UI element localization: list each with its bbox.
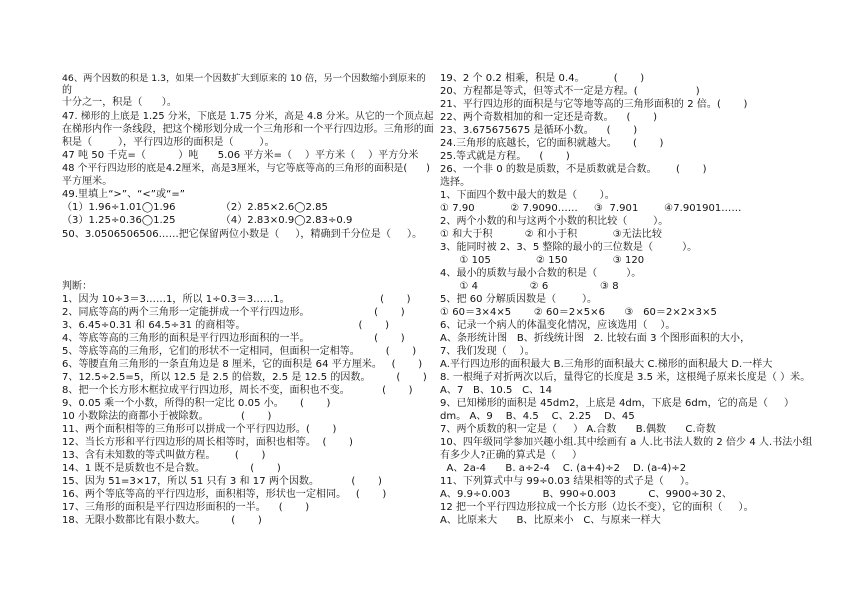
judge-item-11: 11、两个面积相等的三角形可以拼成一个平行四边形。( ) [62, 424, 337, 435]
choice-q7-options: A.平行四边形的面积最大 B.三角形的面积最大 C.梯形的面积最大 D.一样大 [440, 359, 773, 370]
judge-item-24: 24.三角形的底越长，它的面积就越大。 ( ) [440, 138, 664, 149]
judge-item-18: 18、无限小数都比有限小数大。 ( ) [62, 515, 262, 526]
choice-q10-cont: 有多少人?正确的算式是（ ） [440, 450, 583, 461]
judge-item-14: 14、1 既不是质数也不是合数。 ( ) [62, 463, 281, 474]
judge-item-22: 22、两个奇数相加的和一定还是奇数。 ( ) [440, 112, 658, 123]
choice-q8: 8. 一根绳子对折两次以后，量得它的长度是 3.5 米，这根绳子原来长度是（ ）米。 [440, 372, 811, 383]
choice-q10-options: A、2a-4 B. a÷2-4 C. (a+4)÷2 D. (a-4)÷2 [440, 463, 687, 474]
judge-item-19: 19、2 个 0.2 相乘，积是 0.4。 ( ) [440, 73, 645, 84]
choice-q1-options: ① 7.90 ② 7.9090…… ③ 7.901 ④7.901901…… [440, 203, 742, 214]
fill-question-46-wrap: 的 [62, 85, 73, 96]
judge-item-2: 2、同底等高的两个三角形一定能拼成一个平行四边形。 ( ) [62, 307, 405, 318]
fill-question-47a-end: 积是（ ），平行四边形的面积是（ ）。 [62, 137, 275, 148]
judge-item-26: 26、一个非 0 的数是质数，不是质数就是合数。 ( ) [440, 164, 707, 175]
judge-item-4: 4、等底等高的三角形的面积是平行四边形面积的一半。 ( ) [62, 333, 405, 344]
choice-q6-options: A、条形统计图 B、折线统计图 2. 比较右面 3 个图形面积的大小， [440, 333, 751, 344]
choice-q6: 6、记录一个病人的体温变化情况，应该选用（ ）。 [440, 320, 676, 331]
choice-q3-options: ① 105 ② 150 ③ 120 [440, 255, 645, 266]
judge-item-5: 5、等底等高的三角形，它们的形状不一定相同，但面积一定相等。 ( ) [62, 346, 417, 357]
judge-item-23: 23、3.675675675 是循环小数。 ( ) [440, 125, 638, 136]
judge-item-17: 17、三角形的面积是平行四边形面积的一半。 ( ) [62, 502, 310, 513]
fill-question-48-end: 平方厘米。 [62, 176, 113, 187]
judge-item-7: 7、12.5÷2.5=5，所以 12.5 是 2.5 的倍数，2.5 是 12.5 的因数。 ( ) [62, 372, 427, 383]
judge-item-20: 20、方程都是等式，但等式不一定是方程。( ) [440, 86, 700, 97]
judge-item-16: 16、两个等底等高的平行四边形，面积相等，形状也一定相同。 ( ) [62, 489, 387, 500]
choice-q4: 4、最小的质数与最小合数的积是（ ）。 [440, 268, 642, 279]
choice-q4-options: ① 4 ② 6 ③ 8 [440, 281, 619, 292]
choice-q11-options: A、9.9÷0.003 B、990÷0.003 C、9900÷30 2、 [440, 489, 733, 500]
choice-q12: 12 把一个平行四边形拉成一个长方形（边长不变），它的面积（ ）。 [440, 502, 754, 513]
choice-q2: 2、两个小数的和与这两个小数的积比较（ ）。 [440, 216, 669, 227]
judge-item-15: 15、因为 51=3×17，所以 51 只有 3 和 17 两个因数。 ( ) [62, 476, 382, 487]
choice-q8-options: A、7 B、10.5 C、14 [440, 385, 553, 396]
judge-item-21: 21、平行四边形的面积是与它等地等高的三角形面积的 2 倍。( ) [440, 99, 748, 110]
choice-q7b: 7、两个质数的积一定是（ ） A.合数 B.偶数 C.奇数 [440, 424, 716, 435]
fill-question-49: 49.里填上“>”、“<”或“=” [62, 189, 185, 200]
choice-q2-options: ① 和大于积 ② 和小于积 ③无法比较 [440, 229, 662, 240]
judge-item-13: 13、含有未知数的等式叫做方程。 ( ) [62, 450, 266, 461]
choice-q5: 5、把 60 分解质因数是（ ）。 [440, 294, 598, 305]
fill-question-49-row2: （3）1.25÷0.36◯1.25 （4）2.83×0.9◯2.83÷0.9 [62, 215, 353, 226]
choice-section-title: 选择。 [440, 177, 471, 188]
choice-q1: 1、下面四个数中最大的数是（ ）。 [440, 190, 615, 201]
judge-item-6: 6、等腰直角三角形的一条直角边是 8 厘米，它的面积是 64 平方厘米。 ( ) [62, 359, 423, 370]
choice-q3: 3、能同时被 2、3、5 整除的最小的三位数是（ ）。 [440, 242, 698, 253]
judge-item-1: 1、因为 10÷3＝3……1，所以 1÷0.3＝3……1。 ( ) [62, 294, 411, 305]
judge-item-10: 10 小数除法的商都小于被除数。 ( ) [62, 411, 272, 422]
choice-q9: 9、已知梯形的面积是 45dm2，上底是 4dm，下底是 6dm，它的高是（ ） [440, 398, 795, 409]
choice-q12-options: A、比原来大 B、比原来小 C、与原来一样大 [440, 515, 661, 526]
judge-item-25: 25.等式就是方程。 ( ) [440, 151, 570, 162]
judge-item-3: 3、6.45÷0.31 和 64.5÷31 的商相等。 ( ) [62, 320, 390, 331]
judge-item-12: 12、当长方形和平行四边形的周长相等时，面积也相等。 ( ) [62, 437, 353, 448]
choice-q9-options: dm。 A、9 B、4.5 C、2.25 D、45 [440, 411, 635, 422]
fill-question-50: 50、3.0506506506……把它保留两位小数是（ ），精确到千分位是（ ）。 [62, 229, 423, 240]
judge-section-title: 判断： [62, 281, 93, 292]
fill-question-47a-cont: 在梯形内作一条线段，把这个梯形划分成一个三角形和一个平行四边形。三角形的面 [62, 124, 434, 135]
fill-question-46: 46、两个因数的积是 1.3，如果一个因数扩大到原来的 10 倍，另一个因数缩小到原来的 [62, 73, 426, 84]
judge-item-8: 8、把一个长方形木框拉成平行四边形，周长不变，面积也不变。 ( ) [62, 385, 413, 396]
choice-q10: 10、四年级同学参加兴趣小组.其中绘画有 a 人.比书法人数的 2 倍少 4 人.书法小组 [440, 437, 813, 448]
fill-question-48: 48 个平行四边形的底是4.2厘米，高是3厘米，与它等底等高的三角形的面积是( ) [62, 163, 430, 174]
fill-question-46-end: 十分之一，积是（ ）。 [62, 97, 177, 108]
fill-question-47b: 47 吨 50 千克=（ ）吨 5.06 平方米=（ ）平方米（ ）平方分米 [62, 150, 419, 161]
choice-q5-options: ① 60＝3×4×5 ② 60＝2×5×6 ③ 60＝2×2×3×5 [440, 307, 717, 318]
fill-question-49-row1: （1）1.96÷1.01◯1.96 （2）2.85×2.6◯2.85 [62, 202, 328, 213]
judge-item-9: 9、0.05 乘一个小数，所得的积一定比 0.05 小。 ( ) [62, 398, 331, 409]
fill-question-47a: 47. 梯形的上底是 1.25 分米，下底是 1.75 分米，高是 4.8 分米。从它的一个顶点起 [62, 111, 434, 122]
choice-q11: 11、下列算式中与 99÷0.03 结果相等的式子是（ ）。 [440, 476, 696, 487]
choice-q7: 7、我们发现（ ）。 [440, 346, 535, 357]
